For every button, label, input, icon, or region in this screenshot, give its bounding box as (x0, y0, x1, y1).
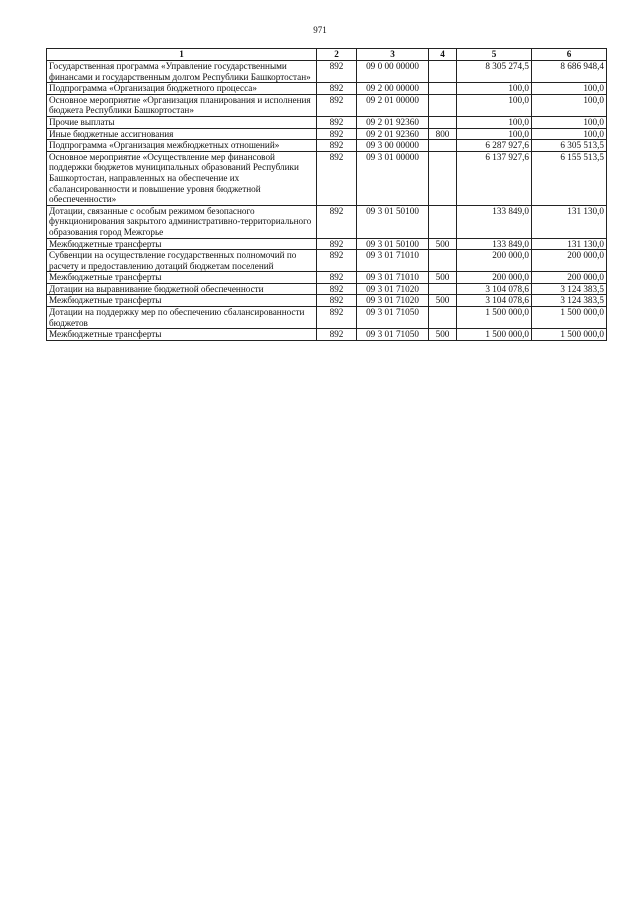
table-row (47, 83, 607, 95)
row-code-cell: 09 3 01 71020 (357, 295, 429, 307)
row-sum-cell: 6 137 927,6 (457, 151, 532, 205)
table-row (47, 128, 607, 140)
row-kvr-cell (429, 116, 457, 128)
column-header: 1 (47, 49, 317, 61)
row-code-cell: 09 3 01 71010 (357, 272, 429, 284)
row-grbs-cell: 892 (317, 250, 357, 272)
row-grbs-cell: 892 (317, 329, 357, 341)
row-sum-cell: 3 124 383,5 (532, 283, 607, 295)
row-grbs-cell: 892 (317, 307, 357, 329)
row-grbs-cell: 892 (317, 272, 357, 284)
row-sum-cell: 3 124 383,5 (532, 295, 607, 307)
table-row (47, 61, 607, 83)
table-row (47, 295, 607, 307)
row-sum-cell: 3 104 078,6 (457, 295, 532, 307)
row-name-cell: Межбюджетные трансферты (47, 329, 317, 341)
row-name-cell: Основное мероприятие «Осуществление мер финансовой поддержки бюджетов муниципальных образований Республики Башкортостан, направленных на обеспечение их сбалансированности и повышение уровня бюджетной обеспеченности» (47, 151, 317, 205)
row-grbs-cell: 892 (317, 295, 357, 307)
row-kvr-cell (429, 205, 457, 238)
row-sum-cell: 8 686 948,4 (532, 61, 607, 83)
row-sum-cell: 131 130,0 (532, 238, 607, 250)
row-name-cell: Межбюджетные трансферты (47, 295, 317, 307)
row-kvr-cell (429, 94, 457, 116)
budget-table (46, 48, 607, 341)
table-header-row (47, 49, 607, 61)
row-kvr-cell (429, 283, 457, 295)
row-code-cell: 09 3 01 71050 (357, 307, 429, 329)
row-kvr-cell: 500 (429, 272, 457, 284)
row-sum-cell: 6 287 927,6 (457, 140, 532, 152)
table-row (47, 205, 607, 238)
row-grbs-cell: 892 (317, 151, 357, 205)
column-header: 4 (429, 49, 457, 61)
page-number: 971 (313, 25, 327, 35)
row-grbs-cell: 892 (317, 61, 357, 83)
column-header: 2 (317, 49, 357, 61)
row-kvr-cell: 500 (429, 238, 457, 250)
row-grbs-cell: 892 (317, 128, 357, 140)
column-header: 6 (532, 49, 607, 61)
table-body (47, 61, 607, 341)
table-row (47, 238, 607, 250)
row-kvr-cell (429, 61, 457, 83)
table-row (47, 151, 607, 205)
row-sum-cell: 100,0 (532, 128, 607, 140)
table-row (47, 329, 607, 341)
table-row (47, 94, 607, 116)
column-header: 3 (357, 49, 429, 61)
row-name-cell: Подпрограмма «Организация бюджетного процесса» (47, 83, 317, 95)
row-sum-cell: 100,0 (457, 128, 532, 140)
row-code-cell: 09 2 00 00000 (357, 83, 429, 95)
row-sum-cell: 6 305 513,5 (532, 140, 607, 152)
row-kvr-cell (429, 250, 457, 272)
table-row (47, 140, 607, 152)
row-kvr-cell (429, 83, 457, 95)
row-name-cell: Дотации, связанные с особым режимом безопасного функционирования закрытого административно-территориального образования город Межгорье (47, 205, 317, 238)
row-grbs-cell: 892 (317, 83, 357, 95)
row-name-cell: Иные бюджетные ассигнования (47, 128, 317, 140)
table-row (47, 116, 607, 128)
row-grbs-cell: 892 (317, 140, 357, 152)
row-sum-cell: 200 000,0 (457, 250, 532, 272)
row-name-cell: Дотации на выравнивание бюджетной обеспеченности (47, 283, 317, 295)
row-grbs-cell: 892 (317, 205, 357, 238)
row-code-cell: 09 3 01 71010 (357, 250, 429, 272)
row-sum-cell: 1 500 000,0 (532, 329, 607, 341)
row-sum-cell: 100,0 (457, 116, 532, 128)
row-grbs-cell: 892 (317, 238, 357, 250)
row-grbs-cell: 892 (317, 116, 357, 128)
row-name-cell: Дотации на поддержку мер по обеспечению сбалансированности бюджетов (47, 307, 317, 329)
row-sum-cell: 200 000,0 (532, 250, 607, 272)
row-code-cell: 09 2 01 92360 (357, 128, 429, 140)
row-sum-cell: 1 500 000,0 (457, 307, 532, 329)
column-header: 5 (457, 49, 532, 61)
row-code-cell: 09 3 01 00000 (357, 151, 429, 205)
row-sum-cell: 200 000,0 (532, 272, 607, 284)
row-kvr-cell: 500 (429, 295, 457, 307)
row-sum-cell: 100,0 (532, 94, 607, 116)
row-code-cell: 09 2 01 00000 (357, 94, 429, 116)
row-kvr-cell (429, 307, 457, 329)
row-code-cell: 09 2 01 92360 (357, 116, 429, 128)
row-kvr-cell (429, 140, 457, 152)
row-sum-cell: 3 104 078,6 (457, 283, 532, 295)
row-grbs-cell: 892 (317, 283, 357, 295)
row-kvr-cell (429, 151, 457, 205)
row-sum-cell: 133 849,0 (457, 238, 532, 250)
row-sum-cell: 100,0 (457, 83, 532, 95)
row-sum-cell: 100,0 (532, 116, 607, 128)
row-sum-cell: 133 849,0 (457, 205, 532, 238)
table-row (47, 283, 607, 295)
row-sum-cell: 200 000,0 (457, 272, 532, 284)
table-row (47, 307, 607, 329)
row-name-cell: Основное мероприятие «Организация планирования и исполнения бюджета Республики Башкортостан» (47, 94, 317, 116)
row-name-cell: Подпрограмма «Организация межбюджетных отношений» (47, 140, 317, 152)
row-kvr-cell: 800 (429, 128, 457, 140)
row-sum-cell: 1 500 000,0 (532, 307, 607, 329)
row-code-cell: 09 0 00 00000 (357, 61, 429, 83)
table-row (47, 272, 607, 284)
row-name-cell: Межбюджетные трансферты (47, 238, 317, 250)
row-sum-cell: 8 305 274,5 (457, 61, 532, 83)
row-grbs-cell: 892 (317, 94, 357, 116)
row-code-cell: 09 3 01 50100 (357, 205, 429, 238)
row-sum-cell: 6 155 513,5 (532, 151, 607, 205)
row-code-cell: 09 3 01 50100 (357, 238, 429, 250)
table-row (47, 250, 607, 272)
row-sum-cell: 1 500 000,0 (457, 329, 532, 341)
row-name-cell: Прочие выплаты (47, 116, 317, 128)
row-sum-cell: 100,0 (457, 94, 532, 116)
row-code-cell: 09 3 01 71020 (357, 283, 429, 295)
row-name-cell: Субвенции на осуществление государственных полномочий по расчету и предоставлению дотаций бюджетам поселений (47, 250, 317, 272)
row-code-cell: 09 3 01 71050 (357, 329, 429, 341)
row-code-cell: 09 3 00 00000 (357, 140, 429, 152)
row-name-cell: Государственная программа «Управление государственными финансами и государственным долгом Республики Башкортостан» (47, 61, 317, 83)
row-name-cell: Межбюджетные трансферты (47, 272, 317, 284)
row-sum-cell: 100,0 (532, 83, 607, 95)
row-kvr-cell: 500 (429, 329, 457, 341)
row-sum-cell: 131 130,0 (532, 205, 607, 238)
